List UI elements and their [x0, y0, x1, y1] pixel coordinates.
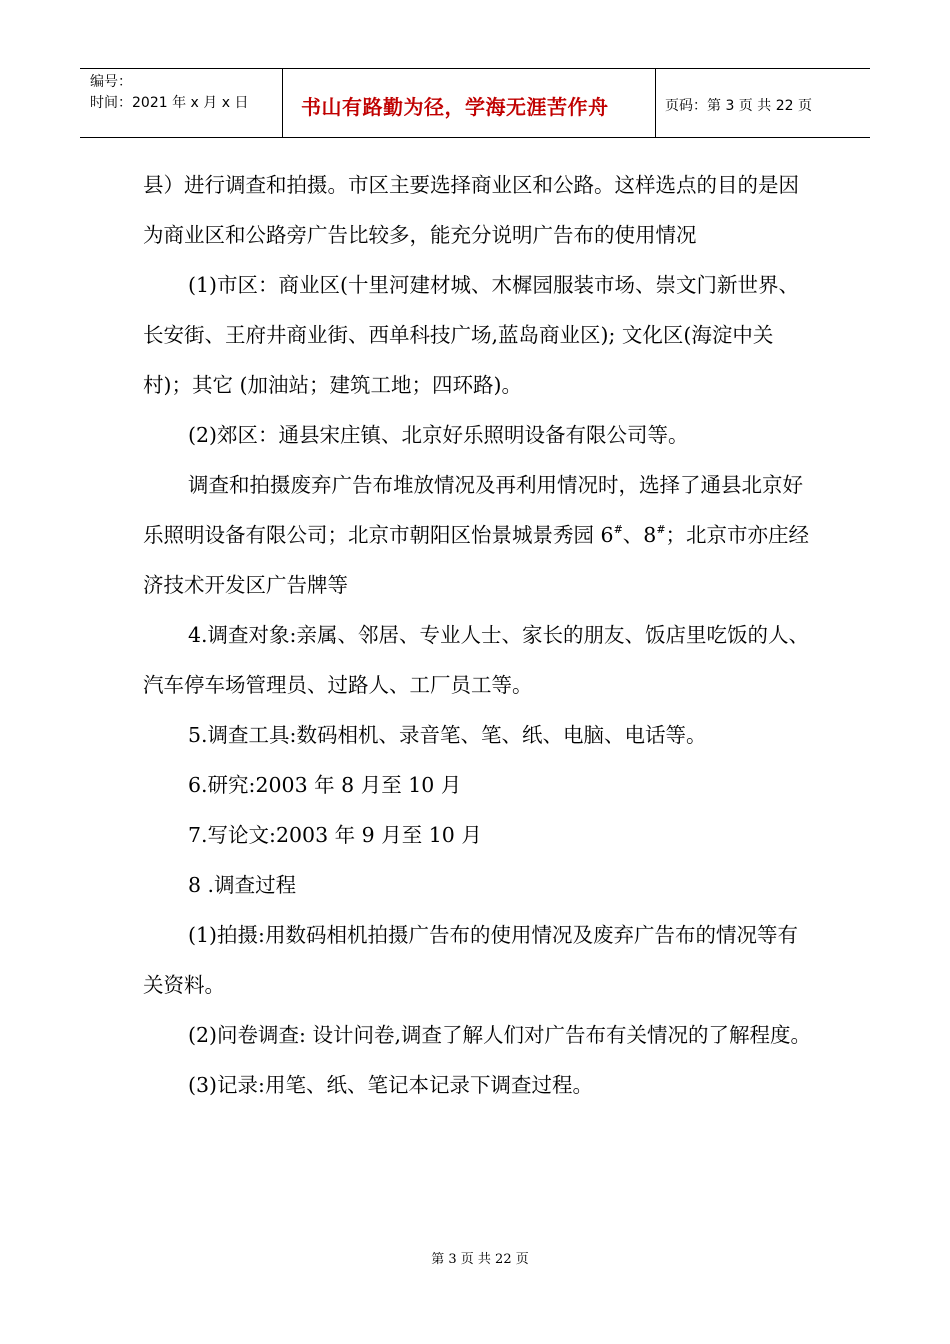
document-number-label: 编号：: [90, 74, 132, 90]
paragraph: 5.调查工具:数码相机、录音笔、笔、纸、电脑、电话等。: [188, 723, 707, 747]
paragraph-text: 调查和拍摄废弃广告布堆放情况及再利用情况时，选择了通县北京好乐照明设备有限公司；北京市朝阳区怡景城景秀园 6: [143, 473, 803, 547]
superscript-mark: #: [656, 523, 666, 536]
paragraph: (3)记录:用笔、纸、笔记本记录下调查过程。: [188, 1073, 593, 1097]
header-motto-cell: [282, 69, 656, 137]
header-page-info: 页码：第 3 页 共 22 页: [665, 98, 812, 114]
paragraph-text: 、8: [622, 523, 657, 547]
document-date: 时间：2021 年 x 月 x 日: [90, 95, 249, 111]
paragraph-text: ；北京市亦庄经济技术开发区广告牌等: [143, 523, 810, 597]
paragraph: (1)市区：商业区(十里河建材城、木樨园服装市场、崇文门新世界、长安街、王府井商业街、西单科技广场,蓝岛商业区); 文化区(海淀中关村)；其它 (加油站；建筑工地；四环路)。: [143, 273, 800, 397]
section-heading: 8 .调查过程: [188, 873, 297, 897]
paragraph: (1)拍摄:用数码相机拍摄广告布的使用情况及废弃广告布的情况等有关资料。: [143, 923, 798, 997]
page-header: [80, 68, 870, 138]
paragraph: 6.研究:2003 年 8 月至 10 月: [188, 773, 462, 797]
document-body: [143, 160, 813, 1110]
header-page-cell: [655, 69, 870, 137]
paragraph: [143, 460, 813, 610]
paragraph: 县）进行调查和拍摄。市区主要选择商业区和公路。这样选点的目的是因为商业区和公路旁广告比较多，能充分说明广告布的使用情况: [143, 173, 799, 247]
paragraph: (2)问卷调查: 设计问卷,调查了解人们对广告布有关情况的了解程度。: [188, 1023, 811, 1047]
paragraph: 4.调查对象:亲属、邻居、专业人士、家长的朋友、饭店里吃饭的人、汽车停车场管理员、过路人、工厂员工等。: [143, 623, 809, 697]
page-footer: [0, 1248, 950, 1267]
paragraph: 7.写论文:2003 年 9 月至 10 月: [188, 823, 482, 847]
footer-page-number: 第 3 页 共 22 页: [431, 1252, 529, 1267]
paragraph: (2)郊区：通县宋庄镇、北京好乐照明设备有限公司等。: [188, 423, 689, 447]
header-meta: [80, 69, 282, 137]
header-motto: 书山有路勤为径，学海无涯苦作舟: [301, 95, 609, 119]
superscript-mark: #: [613, 523, 623, 536]
